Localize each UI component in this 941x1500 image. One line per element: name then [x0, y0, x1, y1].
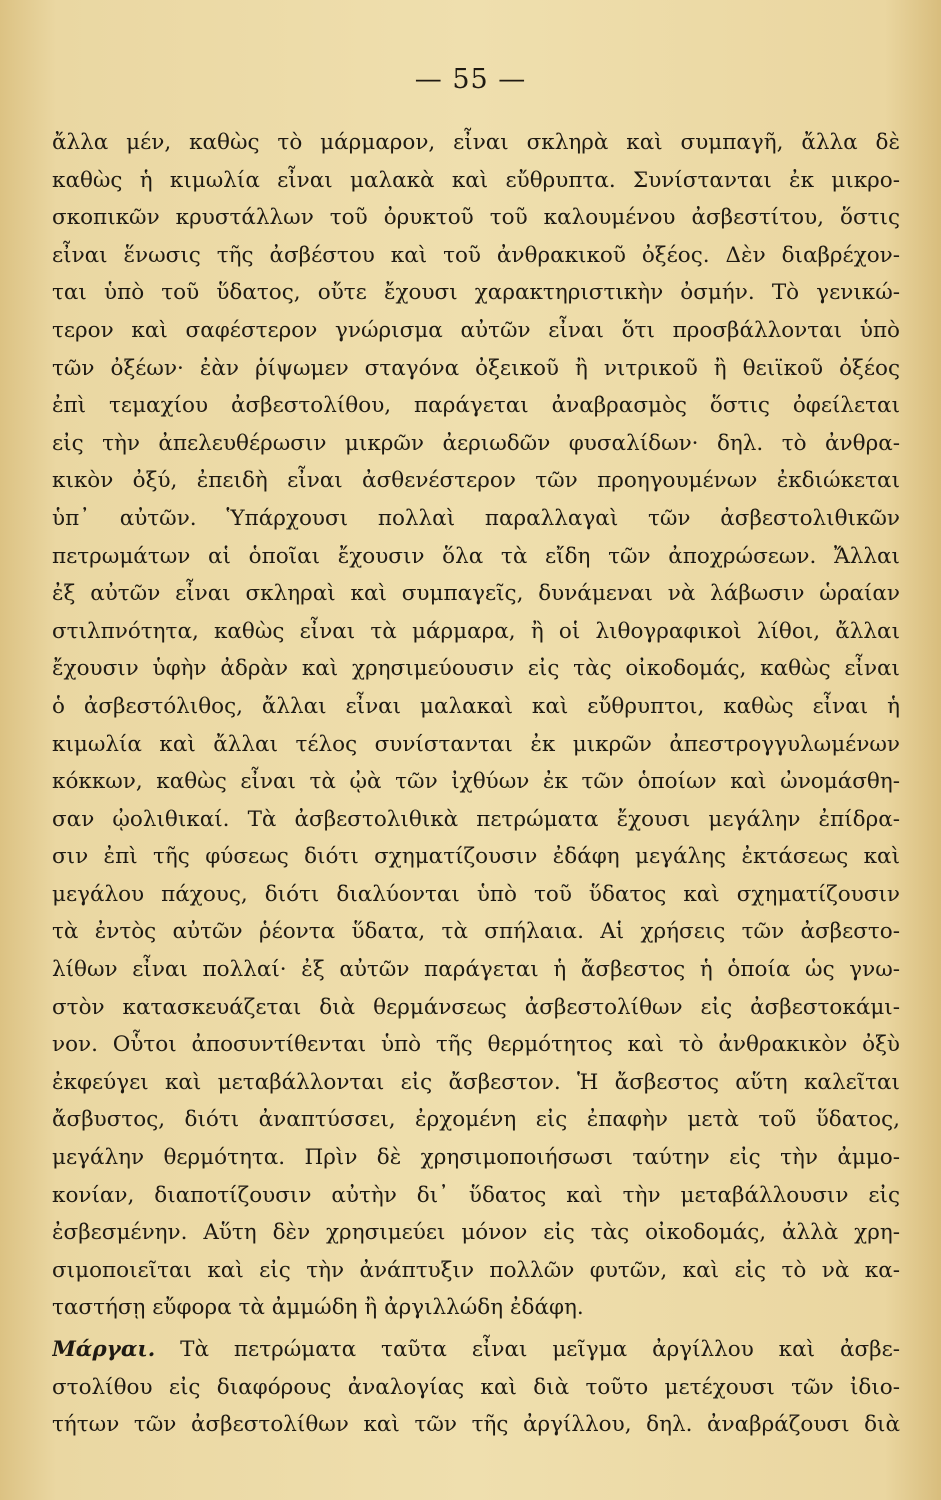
text-line: ἐσβεσμένην. Αὕτη δὲν χρησιμεύει μόνον εἰς τὰς οἰκοδομάς, ἀλλὰ χρη- [52, 1220, 900, 1246]
text-line: ὁ ἀσβεστόλιθος, ἄλλαι εἶναι μαλακαὶ καὶ εὔθρυπτοι, καθὼς εἶναι ἡ [52, 693, 900, 719]
text-line: στὸν κατασκευάζεται διὰ θερμάνσεως ἀσβεστολίθων εἰς ἀσβεστοκάμι- [52, 994, 900, 1020]
text-line: κονίαν, διαποτίζουσιν αὐτὴν δι᾽ ὕδατος καὶ τὴν μεταβάλλουσιν εἰς [52, 1182, 900, 1208]
text-line: εἶναι ἕνωσις τῆς ἀσβέστου καὶ τοῦ ἀνθρακικοῦ ὀξέος. Δὲν διαβρέχον- [52, 242, 900, 268]
text-line: κιμωλία καὶ ἄλλαι τέλος συνίστανται ἐκ μικρῶν ἀπεστρογγυλωμένων [52, 731, 900, 757]
text-line: ται ὑπὸ τοῦ ὕδατος, οὔτε ἔχουσι χαρακτηριστικὴν ὀσμήν. Τὸ γενικώ- [52, 280, 900, 306]
text-line: νον. Οὗτοι ἀποσυντίθενται ὑπὸ τῆς θερμότητος καὶ τὸ ἀνθρακικὸν ὀξὺ [52, 1032, 900, 1058]
text-line: ἄσβυστος, διότι ἀναπτύσσει, ἐρχομένη εἰς ἐπαφὴν μετὰ τοῦ ὕδατος, [52, 1107, 900, 1133]
section-line: τήτων τῶν ἀσβεστολίθων καὶ τῶν τῆς ἀργίλλου, δηλ. ἀναβράζουσι διὰ [52, 1412, 900, 1438]
section-first-line [52, 1331, 900, 1369]
section-line: στολίθου εἰς διαφόρους ἀναλογίας καὶ διὰ τοῦτο μετέχουσι τῶν ἰδιο- [52, 1374, 900, 1400]
text-line: ὑπ᾽ αὐτῶν. Ὑπάρχουσι πολλαὶ παραλλαγαὶ τῶν ἀσβεστολιθικῶν [52, 505, 900, 531]
text-line: μεγάλου πάχους, διότι διαλύονται ὑπὸ τοῦ ὕδατος καὶ σχηματίζουσιν [52, 881, 900, 907]
text-line: λίθων εἶναι πολλαί· ἐξ αὐτῶν παράγεται ἡ ἄσβεστος ἡ ὁποία ὡς γνω- [52, 957, 900, 983]
text-line: καθὼς ἡ κιμωλία εἶναι μαλακὰ καὶ εὔθρυπτα. Συνίστανται ἐκ μικρο- [52, 167, 900, 193]
text-line: μεγάλην θερμότητα. Πρὶν δὲ χρησιμοποιήσωσι ταύτην εἰς τὴν ἀμμο- [52, 1145, 900, 1171]
page-number: — 55 — [414, 64, 527, 95]
text-line: ἐκφεύγει καὶ μεταβάλλονται εἰς ἄσβεστον. Ἡ ἄσβεστος αὕτη καλεῖται [52, 1069, 900, 1095]
section-heading-term: Μάργαι. [52, 1337, 156, 1362]
section-first-line-text: Τὰ πετρώματα ταῦτα εἶναι μεῖγμα ἀργίλλου καὶ ἀσβε- [155, 1337, 900, 1362]
text-line: τῶν ὀξέων· ἐὰν ῥίψωμεν σταγόνα ὀξεικοῦ ἢ νιτρικοῦ ἢ θειϊκοῦ ὀξέος [52, 355, 900, 381]
text-line: στιλπνότητα, καθὼς εἶναι τὰ μάρμαρα, ἢ οἱ λιθογραφικοὶ λίθοι, ἄλλαι [52, 618, 900, 644]
text-line: σιν ἐπὶ τῆς φύσεως διότι σχηματίζουσιν ἐδάφη μεγάλης ἐκτάσεως καὶ [52, 844, 900, 870]
text-line: ἐξ αὐτῶν εἶναι σκληραὶ καὶ συμπαγεῖς, δυνάμεναι νὰ λάβωσιν ὡραίαν [52, 581, 900, 607]
text-line: τερον καὶ σαφέστερον γνώρισμα αὐτῶν εἶναι ὅτι προσβάλλονται ὑπὸ [52, 317, 900, 343]
body-text [52, 124, 900, 1444]
text-line: εἰς τὴν ἀπελευθέρωσιν μικρῶν ἀεριωδῶν φυσαλίδων· δηλ. τὸ ἀνθρα- [52, 430, 900, 456]
text-line: κόκκων, καθὼς εἶναι τὰ ᾠὰ τῶν ἰχθύων ἐκ τῶν ὁποίων καὶ ὠνομάσθη- [52, 769, 900, 795]
text-line: ἔχουσιν ὑφὴν ἀδρὰν καὶ χρησιμεύουσιν εἰς τὰς οἰκοδομάς, καθὼς εἶναι [52, 656, 900, 682]
text-line: πετρωμάτων αἱ ὁποῖαι ἔχουσιν ὅλα τὰ εἴδη τῶν ἀποχρώσεων. Ἄλλαι [52, 543, 900, 569]
text-line: ἄλλα μέν, καθὼς τὸ μάρμαρον, εἶναι σκληρὰ καὶ συμπαγῆ, ἄλλα δὲ [52, 130, 900, 155]
text-line: σκοπικῶν κρυστάλλων τοῦ ὀρυκτοῦ τοῦ καλουμένου ἀσβεστίτου, ὅστις [52, 205, 900, 231]
text-line: ἐπὶ τεμαχίου ἀσβεστολίθου, παράγεται ἀναβρασμὸς ὅστις ὀφείλεται [52, 393, 900, 419]
text-line: σαν ᾠολιθικαί. Τὰ ἀσβεστολιθικὰ πετρώματα ἔχουσι μεγάλην ἐπίδρα- [52, 806, 900, 832]
paragraph-last-line: ταστήσῃ εὔφορα τὰ ἀμμώδη ἢ ἀργιλλώδη ἐδάφη. [52, 1295, 584, 1321]
text-line: κικὸν ὀξύ, ἐπειδὴ εἶναι ἀσθενέστερον τῶν προηγουμένων ἐκδιώκεται [52, 468, 900, 494]
text-line: τὰ ἐντὸς αὐτῶν ῥέοντα ὕδατα, τὰ σπήλαια. Αἱ χρήσεις τῶν ἀσβεστο- [52, 919, 900, 945]
text-line: σιμοποιεῖται καὶ εἰς τὴν ἀνάπτυξιν πολλῶν φυτῶν, καὶ εἰς τὸ νὰ κα- [52, 1257, 900, 1283]
